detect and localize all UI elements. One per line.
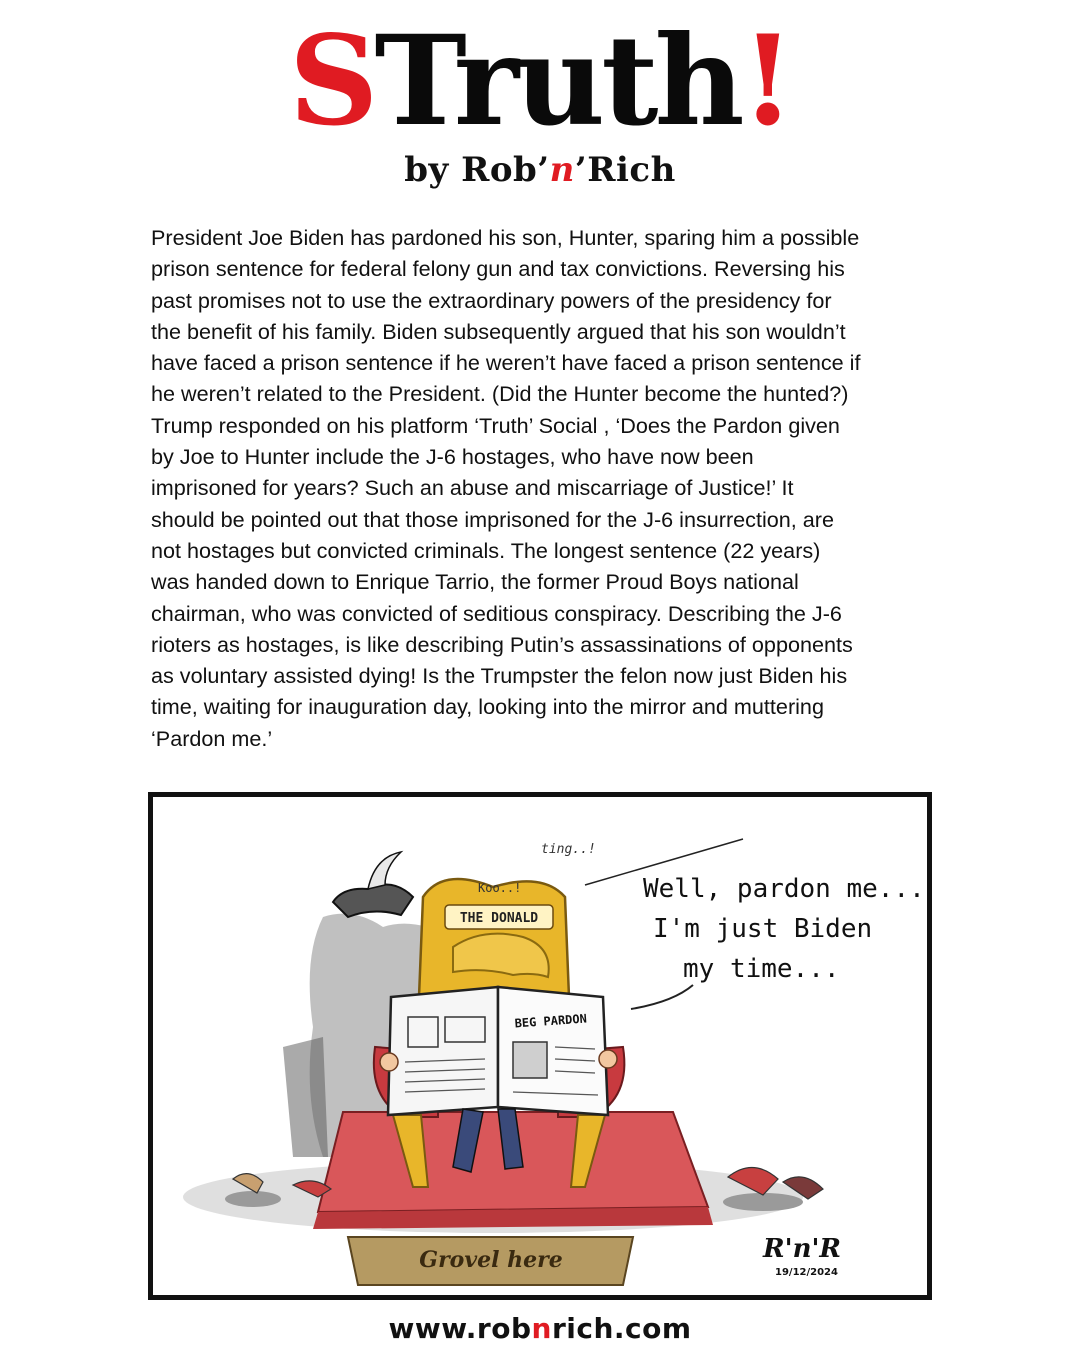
url-prefix: www.rob [388,1312,532,1345]
url-suffix: rich.com [551,1312,692,1345]
newspaper-photo-3 [513,1042,547,1078]
horned-helmet [333,885,413,918]
artist-signature: R'n'R [763,1234,842,1264]
sound-ting: ting..! [541,842,596,857]
doormat-text: Grovel here [419,1247,563,1273]
byline-suffix: ’Rich [574,150,676,190]
byline-n: n [549,150,575,190]
hand-right [599,1050,617,1068]
url-n: n [531,1312,552,1345]
cartoon-date: 19/12/2024 [775,1267,838,1278]
masthead [0,9,1080,190]
hand-left [380,1053,398,1071]
byline [0,150,1080,190]
cartoon-illustration [148,792,932,1300]
logo-word-truth: Truth [374,9,741,154]
article-body: President Joe Biden has pardoned his son, Hunter, sparing him a possible prison sentence for federal felony gun and tax convictions. Reversing his past promises not to use the extraordinary powers of the presidency for the benefit of his family. Biden subsequently argued that his son wouldn’t have faced a prison sentence if he weren’t have faced a prison sentence if he weren’t related to the President. (Did the Hunter become the hunted?) Trump responded on his platform ‘Truth’ Social , ‘Does the Pardon given by Joe to Hunter include the J-6 hostages, who have now been imprisoned for years? Such an abuse and miscarriage of Justice!’ It should be pointed out that those imprisoned for the J-6 insurrection, are not hostages but convicted criminals. The longest sentence (22 years) was handed down to Enrique Tarrio, the former Proud Boys national chairman, who was convicted of seditious conspiracy. Describing the J-6 rioters as hostages, is like describing Putin’s assassinations of opponents as voluntary assisted dying! Is the Trumpster the felon now just Biden his time, waiting for inauguration day, looking into the mirror and muttering ‘Pardon me.’ [151,225,861,751]
newspaper-headline: BEG PARDON [514,1011,588,1031]
speech-line-1: Well, pardon me... [643,874,925,904]
speech-line-3: my time... [683,954,840,984]
speech-line-2: I'm just Biden [653,914,873,944]
horn-icon [368,852,401,889]
byline-prefix: by Rob’ [404,150,550,190]
tree-shape [283,1037,328,1157]
logo-letter-s: S [288,9,375,154]
website-url[interactable] [0,1312,1080,1345]
logo-exclamation: ! [740,9,792,154]
cartoon-svg [153,797,927,1295]
sound-koo: Koo..! [478,881,522,895]
logo [0,9,1080,154]
speech-tail [631,985,693,1009]
throne-label: THE DONALD [459,911,539,926]
newspaper-left-page [388,987,498,1115]
